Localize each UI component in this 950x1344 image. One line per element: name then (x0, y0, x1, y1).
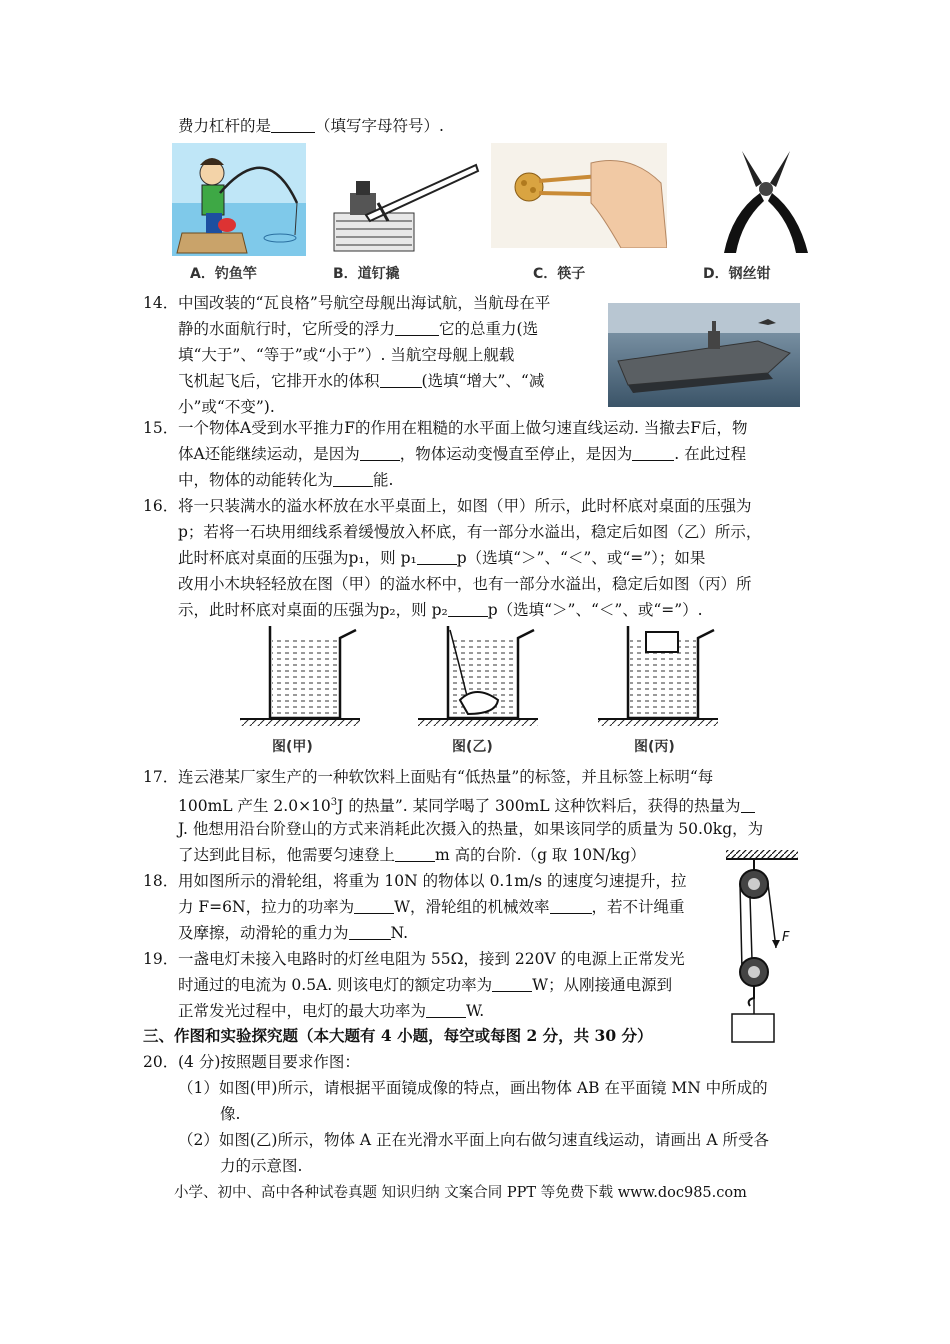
q20-part1-line2: 像. (220, 1105, 241, 1123)
option-d-caption: D．钢丝钳 (703, 266, 771, 282)
q15-line3: 中，物体的动能转化为 能. (178, 471, 394, 489)
q17-blank-1[interactable] (741, 796, 755, 813)
q18-line2: 力 F=6N，拉力的功率为 W，滑轮组的机械效率 ，若不计绳重 (178, 898, 685, 916)
q14-line3: 填“大于”、“等于”或“小于”）. 当航空母舰上舰载 (178, 346, 515, 364)
overflow-cup-figures (236, 620, 726, 730)
q20-part2-line2: 力的示意图. (220, 1157, 303, 1175)
q19-blank-1[interactable] (492, 975, 532, 992)
cup-bing (598, 626, 718, 726)
q16-line4: 改用小木块轻轻放在图（甲）的溢水杯中，也有一部分水溢出，稳定后如图（丙）所 (178, 575, 752, 593)
q18-line3: 及摩擦，动滑轮的重力为 N. (178, 924, 409, 942)
q19-blank-2[interactable] (426, 1001, 466, 1018)
fig-caption-jia: 图(甲) (272, 739, 313, 755)
pliers-picture (712, 143, 818, 256)
q19-line3: 正常发光过程中，电灯的最大功率为 W. (178, 1002, 485, 1020)
fishing-rod-picture (172, 143, 306, 256)
fig-caption-bing: 图(丙) (634, 739, 675, 755)
q17-number: 17． (143, 768, 179, 786)
q18-number: 18． (143, 872, 179, 890)
q15-blank-2[interactable] (632, 444, 674, 461)
q20-number: 20． (143, 1053, 179, 1071)
q20-part1-line1: （1）如图(甲)所示，请根据平面镜成像的特点，画出物体 AB 在平面镜 MN 中所成的 (178, 1079, 768, 1097)
q14-line1: 中国改装的“瓦良格”号航空母舰出海试航，当航母在平 (178, 294, 551, 312)
fig-caption-yi: 图(乙) (452, 739, 493, 755)
q16-line1: 将一只装满水的溢水杯放在水平桌面上，如图（甲）所示，此时杯底对桌面的压强为 (178, 497, 752, 515)
q14-number: 14． (143, 294, 179, 312)
cup-yi (418, 626, 538, 726)
q14-line2: 静的水面航行时，它所受的浮力 它的总重力(选 (178, 320, 539, 338)
q19-line1: 一盏电灯未接入电路时的灯丝电阻为 55Ω，接到 220V 的电源上正常发光 (178, 950, 685, 968)
q13-blank[interactable] (271, 116, 315, 133)
q14-blank-2[interactable] (380, 371, 422, 388)
force-label: F (782, 930, 790, 945)
q16-line2: p；若将一石块用细线系着缓慢放入杯底，有一部分水溢出，稳定后如图（乙）所示， (178, 523, 762, 541)
chopsticks-picture (491, 143, 667, 248)
q18-blank-2[interactable] (550, 897, 592, 914)
cup-jia (240, 626, 360, 726)
pulley-system-figure (724, 848, 806, 1044)
q15-line1: 一个物体A受到水平推力F的作用在粗糙的水平面上做匀速直线运动. 当撤去F后，物 (178, 419, 748, 437)
q17-line2: 100mL 产生 $2.0\times 10^3J$ 的热量”. 某同学喝了 300mL 这种饮料后，获得的热量为 (178, 790, 755, 819)
q16-number: 16． (143, 497, 179, 515)
q20-intro: (4 分)按照题目要求作图： (178, 1053, 360, 1071)
q17-line3: J. 他想用沿台阶登山的方式来消耗此次摄入的热量，如果该同学的质量为 50.0kg，为 (178, 820, 764, 838)
q15-blank-1[interactable] (360, 444, 400, 461)
q16-line5: 示，此时杯底对桌面的压强为p₂，则 p₂ p（选填“＞”、“＜”、或“=”）. (178, 601, 703, 619)
option-a-caption: A．钓鱼竿 (190, 266, 257, 282)
q13-text: 费力杠杆的是 （填写字母符号）. (178, 117, 444, 135)
q17-line1: 连云港某厂家生产的一种软饮料上面贴有“低热量”的标签，并且标签上标明“每 (178, 768, 714, 786)
q18-blank-1[interactable] (354, 897, 394, 914)
q15-number: 15． (143, 419, 179, 437)
q16-line3: 此时杯底对桌面的压强为p₁，则 p₁ p（选填“＞”、“＜”、或“=”）；如果 (178, 549, 706, 567)
section-3-heading: 三、作图和实验探究题（本大题有 4 小题，每空或每图 2 分，共 30 分） (143, 1026, 653, 1045)
aircraft-carrier-picture (608, 303, 800, 407)
q17-blank-2[interactable] (395, 845, 435, 862)
q14-line5: 小”或“不变”). (178, 398, 275, 416)
q16-blank-1[interactable] (417, 548, 457, 565)
q18-line1: 用如图所示的滑轮组，将重为 10N 的物体以 0.1m/s 的速度匀速提升，拉 (178, 872, 687, 890)
q15-blank-3[interactable] (333, 470, 373, 487)
q17-line4: 了达到此目标，他需要匀速登上 m 高的台阶.（g 取 10N/kg） (178, 846, 646, 864)
q19-number: 19． (143, 950, 179, 968)
q14-blank-1[interactable] (395, 319, 439, 336)
option-c-caption: C．筷子 (533, 266, 586, 282)
q20-part2-line1: （2）如图(乙)所示，物体 A 正在光滑水平面上向右做匀速直线运动，请画出 A 所受各 (178, 1131, 770, 1149)
nail-puller-picture (326, 143, 480, 256)
q15-line2: 体A还能继续运动，是因为 ，物体运动变慢直至停止，是因为 . 在此过程 (178, 445, 747, 463)
q16-blank-2[interactable] (448, 600, 488, 617)
option-b-caption: B．道钉撬 (333, 266, 400, 282)
q14-line4: 飞机起飞后，它排开水的体积 (选填“增大”、“减 (178, 372, 545, 390)
q18-blank-3[interactable] (349, 923, 391, 940)
q19-line2: 时通过的电流为 0.5A. 则该电灯的额定功率为 W；从刚接通电源到 (178, 976, 673, 994)
page-footer: 小学、初中、高中各种试卷真题 知识归纳 文案合同 PPT 等免费下载 www.doc985.com (174, 1185, 747, 1201)
